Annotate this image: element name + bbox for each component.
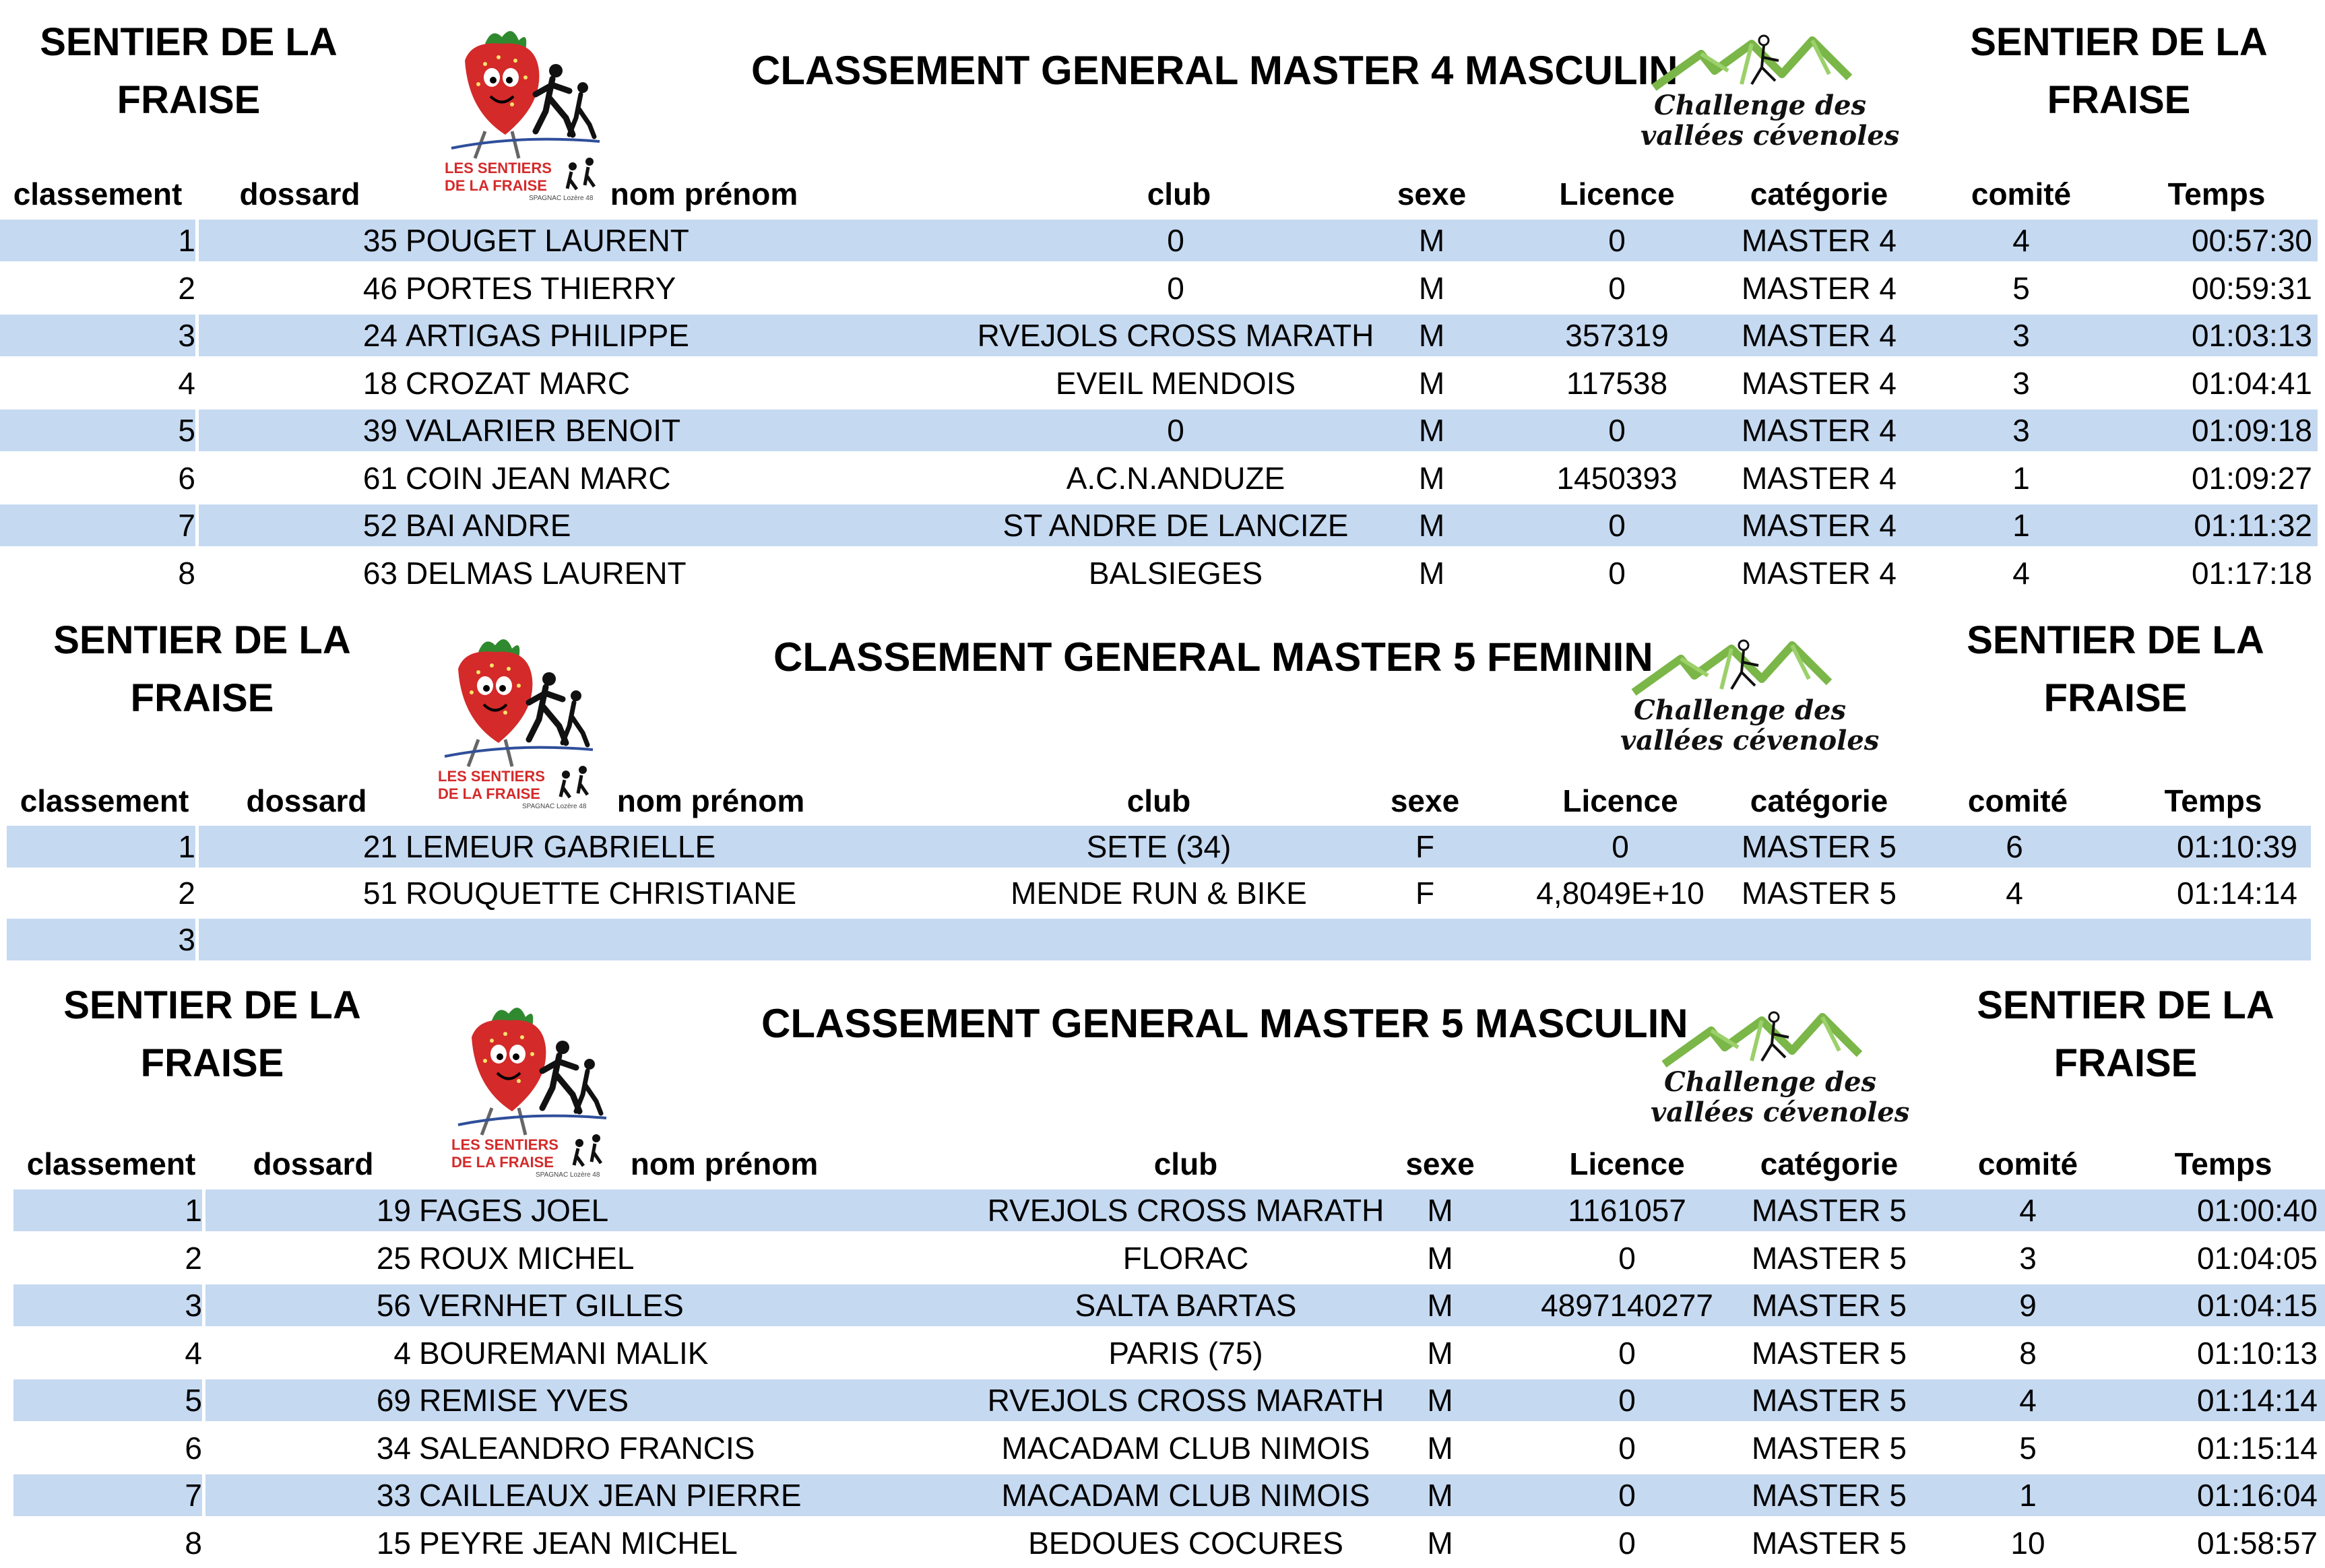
- row-sexe: M: [1418, 223, 1445, 258]
- table-row: [0, 1426, 2325, 1470]
- row-temps: 01:04:05: [2196, 1240, 2318, 1276]
- row-dossard: 51: [362, 876, 397, 911]
- row-nom-prenom: ROUX MICHEL: [419, 1240, 635, 1276]
- row-classement: 8: [178, 555, 195, 591]
- row-nom-prenom: CROZAT MARC: [406, 365, 631, 401]
- row-temps: 01:15:14: [2196, 1430, 2318, 1466]
- row-club: MACADAM CLUB NIMOIS: [1001, 1430, 1370, 1466]
- table-row: [0, 313, 2325, 358]
- col-dossard-header: dossard: [239, 176, 360, 211]
- row-classement: 3: [178, 922, 195, 957]
- table-row: [0, 1236, 2325, 1280]
- row-temps: 00:59:31: [2191, 270, 2312, 306]
- table-row: [0, 503, 2325, 548]
- row-licence: 0: [1608, 508, 1626, 543]
- table-header: [0, 779, 2325, 823]
- row-sexe: M: [1427, 1383, 1453, 1418]
- row-comite: 1: [2012, 508, 2030, 543]
- table-row: [0, 266, 2325, 311]
- row-categorie: MASTER 4: [1741, 508, 1897, 543]
- svg-text:vallées cévenoles: vallées cévenoles: [1641, 120, 1900, 152]
- row-nom-prenom: BAI ANDRE: [406, 508, 571, 543]
- svg-text:DE LA FRAISE: DE LA FRAISE: [438, 785, 540, 802]
- ranking-title: CLASSEMENT GENERAL MASTER 5 FEMININ: [773, 634, 1653, 680]
- col-comite-header: comité: [1977, 1146, 2078, 1181]
- col-classement-header: classement: [13, 176, 183, 211]
- col-nom-header: nom prénom: [630, 1146, 819, 1181]
- table-row: [0, 1521, 2325, 1565]
- row-sexe: M: [1427, 1288, 1453, 1323]
- row-comite: 3: [2019, 1240, 2037, 1276]
- row-classement: 7: [185, 1478, 202, 1513]
- col-licence-header: Licence: [1562, 783, 1678, 818]
- row-temps: 01:03:13: [2191, 318, 2312, 353]
- row-licence: 117538: [1566, 365, 1668, 401]
- row-temps: 01:17:18: [2191, 555, 2312, 591]
- row-comite: 4: [2019, 1383, 2037, 1418]
- row-classement: 5: [178, 413, 195, 448]
- col-classement-header: classement: [20, 783, 189, 818]
- row-classement: 2: [178, 876, 195, 911]
- table-header: [0, 1142, 2325, 1186]
- col-temps-header: Temps: [2174, 1146, 2272, 1181]
- row-nom-prenom: VERNHET GILLES: [419, 1288, 684, 1323]
- row-categorie: MASTER 5: [1751, 1288, 1907, 1323]
- row-categorie: MASTER 5: [1741, 876, 1897, 911]
- row-temps: 01:10:39: [2176, 829, 2297, 864]
- row-classement: 2: [185, 1240, 202, 1276]
- row-sexe: M: [1427, 1240, 1453, 1276]
- row-comite: 10: [2010, 1525, 2045, 1561]
- row-temps: 01:58:57: [2196, 1525, 2318, 1561]
- table-row: [0, 551, 2325, 595]
- row-club: PARIS (75): [1108, 1335, 1263, 1371]
- svg-text:Challenge des: Challenge des: [1664, 1066, 1877, 1098]
- row-nom-prenom: VALARIER BENOIT: [406, 413, 681, 448]
- row-sexe: M: [1418, 460, 1445, 496]
- svg-text:vallées cévenoles: vallées cévenoles: [1651, 1097, 1910, 1128]
- row-nom-prenom: POUGET LAURENT: [406, 223, 689, 258]
- row-sexe: M: [1427, 1478, 1453, 1513]
- table-row: [0, 218, 2325, 263]
- row-club: 0: [1167, 413, 1184, 448]
- row-club: BEDOUES COCURES: [1028, 1525, 1343, 1561]
- table-row: [0, 1473, 2325, 1517]
- row-licence: 4897140277: [1541, 1288, 1713, 1323]
- row-nom-prenom: COIN JEAN MARC: [406, 460, 671, 496]
- col-sexe-header: sexe: [1405, 1146, 1475, 1181]
- row-dossard: 15: [376, 1525, 411, 1561]
- row-licence: 0: [1618, 1478, 1636, 1513]
- row-licence: 4,8049E+10: [1536, 876, 1705, 911]
- col-club-header: club: [1126, 783, 1191, 818]
- row-classement: 3: [178, 318, 195, 353]
- row-categorie: MASTER 4: [1741, 223, 1897, 258]
- row-comite: 1: [2019, 1478, 2037, 1513]
- event-name-right: SENTIER DE LA FRAISE: [1967, 618, 2264, 720]
- row-comite: 4: [2006, 876, 2023, 911]
- row-categorie: MASTER 5: [1751, 1430, 1907, 1466]
- row-categorie: MASTER 4: [1741, 413, 1897, 448]
- row-club: 0: [1167, 223, 1184, 258]
- row-dossard: 39: [362, 413, 397, 448]
- row-sexe: M: [1418, 270, 1445, 306]
- row-dossard: 25: [376, 1240, 411, 1276]
- challenge-vallees-logo: [1637, 1000, 1920, 1135]
- row-nom-prenom: ARTIGAS PHILIPPE: [406, 318, 689, 353]
- row-nom-prenom: PEYRE JEAN MICHEL: [419, 1525, 738, 1561]
- row-temps: 01:10:13: [2196, 1335, 2318, 1371]
- col-nom-header: nom prénom: [616, 783, 805, 818]
- col-nom-header: nom prénom: [610, 176, 798, 211]
- table-row: [0, 871, 2325, 915]
- row-sexe: M: [1418, 555, 1445, 591]
- table-row: [0, 1378, 2325, 1423]
- event-name-left: SENTIER DE LA FRAISE: [63, 983, 361, 1085]
- row-nom-prenom: LEMEUR GABRIELLE: [406, 829, 716, 864]
- row-club: SETE (34): [1086, 829, 1232, 864]
- row-dossard: 34: [376, 1430, 411, 1466]
- event-name-left: SENTIER DE LA FRAISE: [40, 20, 338, 122]
- row-licence: 357319: [1565, 318, 1669, 353]
- row-temps: 01:14:14: [2196, 1383, 2318, 1418]
- row-nom-prenom: PORTES THIERRY: [406, 270, 676, 306]
- row-classement: 4: [178, 365, 195, 401]
- svg-text:LES SENTIERS: LES SENTIERS: [438, 768, 545, 785]
- row-comite: 4: [2012, 223, 2030, 258]
- row-classement: 7: [178, 508, 195, 543]
- table-header: [0, 172, 2325, 216]
- svg-text:vallées cévenoles: vallées cévenoles: [1620, 725, 1880, 756]
- col-comite-header: comité: [1967, 783, 2068, 818]
- row-temps: 01:04:15: [2196, 1288, 2318, 1323]
- row-classement: 4: [185, 1335, 202, 1371]
- row-classement: 1: [178, 829, 195, 864]
- row-sexe: F: [1415, 829, 1435, 864]
- row-temps: 01:09:27: [2191, 460, 2312, 496]
- row-licence: 0: [1618, 1525, 1636, 1561]
- col-categorie-header: catégorie: [1750, 783, 1888, 818]
- row-licence: 1450393: [1556, 460, 1678, 496]
- row-temps: 01:00:40: [2196, 1193, 2318, 1228]
- row-club: FLORAC: [1122, 1240, 1249, 1276]
- event-name-right: SENTIER DE LA FRAISE: [1977, 983, 2274, 1085]
- row-categorie: MASTER 5: [1751, 1335, 1907, 1371]
- row-temps: 00:57:30: [2191, 223, 2312, 258]
- row-nom-prenom: ROUQUETTE CHRISTIANE: [406, 876, 797, 911]
- row-classement: 6: [185, 1430, 202, 1466]
- row-categorie: MASTER 5: [1751, 1383, 1907, 1418]
- ranking-title: CLASSEMENT GENERAL MASTER 4 MASCULIN: [751, 48, 1678, 93]
- col-club-header: club: [1153, 1146, 1218, 1181]
- col-categorie-header: catégorie: [1760, 1146, 1899, 1181]
- row-categorie: MASTER 5: [1751, 1525, 1907, 1561]
- svg-text:DE LA FRAISE: DE LA FRAISE: [451, 1154, 554, 1171]
- row-dossard: 19: [376, 1193, 411, 1228]
- col-comite-header: comité: [1971, 176, 2072, 211]
- event-name-left: SENTIER DE LA FRAISE: [53, 618, 351, 720]
- col-sexe-header: sexe: [1397, 176, 1467, 211]
- row-club: A.C.N.ANDUZE: [1066, 460, 1285, 496]
- row-comite: 3: [2012, 365, 2030, 401]
- row-classement: 1: [185, 1193, 202, 1228]
- col-dossard-header: dossard: [253, 1146, 374, 1181]
- row-licence: 0: [1618, 1240, 1636, 1276]
- row-classement: 1: [178, 223, 195, 258]
- row-club: RVEJOLS CROSS MARATH: [977, 318, 1374, 353]
- row-categorie: MASTER 5: [1751, 1240, 1907, 1276]
- row-sexe: F: [1415, 876, 1435, 911]
- svg-text:DE LA FRAISE: DE LA FRAISE: [445, 177, 547, 194]
- col-dossard-header: dossard: [246, 783, 367, 818]
- row-club: RVEJOLS CROSS MARATH: [987, 1193, 1384, 1228]
- col-temps-header: Temps: [2167, 176, 2266, 211]
- row-dossard: 69: [376, 1383, 411, 1418]
- table-row: [0, 824, 2325, 869]
- row-dossard: 56: [376, 1288, 411, 1323]
- col-temps-header: Temps: [2164, 783, 2262, 818]
- svg-text:SPAGNAC Lozère 48: SPAGNAC Lozère 48: [522, 803, 587, 810]
- row-dossard: 63: [362, 555, 397, 591]
- row-dossard: 4: [393, 1335, 411, 1371]
- row-licence: 0: [1612, 829, 1629, 864]
- table-row: [0, 1331, 2325, 1375]
- row-club: RVEJOLS CROSS MARATH: [987, 1383, 1384, 1418]
- svg-text:LES SENTIERS: LES SENTIERS: [445, 160, 552, 176]
- row-licence: 0: [1608, 223, 1626, 258]
- row-temps: 01:04:41: [2191, 365, 2312, 401]
- row-sexe: M: [1418, 508, 1445, 543]
- row-categorie: MASTER 5: [1741, 829, 1897, 864]
- row-dossard: 46: [362, 270, 397, 306]
- row-temps: 01:16:04: [2196, 1478, 2318, 1513]
- row-club: 0: [1167, 270, 1184, 306]
- row-dossard: 52: [362, 508, 397, 543]
- row-licence: 0: [1608, 270, 1626, 306]
- table-row: [0, 1283, 2325, 1328]
- row-nom-prenom: REMISE YVES: [419, 1383, 629, 1418]
- row-comite: 4: [2012, 555, 2030, 591]
- row-club: MACADAM CLUB NIMOIS: [1001, 1478, 1370, 1513]
- row-dossard: 35: [362, 223, 397, 258]
- row-dossard: 61: [362, 460, 397, 496]
- row-categorie: MASTER 5: [1751, 1193, 1907, 1228]
- svg-text:Challenge des: Challenge des: [1634, 694, 1847, 726]
- row-categorie: MASTER 5: [1751, 1478, 1907, 1513]
- row-licence: 0: [1618, 1335, 1636, 1371]
- row-comite: 6: [2006, 829, 2023, 864]
- row-categorie: MASTER 4: [1741, 318, 1897, 353]
- challenge-vallees-logo: [1627, 24, 1910, 158]
- row-comite: 8: [2019, 1335, 2037, 1371]
- row-licence: 0: [1618, 1430, 1636, 1466]
- row-dossard: 21: [362, 829, 397, 864]
- row-classement: 3: [185, 1288, 202, 1323]
- row-categorie: MASTER 4: [1741, 365, 1897, 401]
- row-temps: 01:09:18: [2191, 413, 2312, 448]
- col-classement-header: classement: [26, 1146, 196, 1181]
- table-row: [0, 917, 2325, 962]
- row-comite: 5: [2012, 270, 2030, 306]
- col-categorie-header: catégorie: [1750, 176, 1888, 211]
- row-sexe: M: [1418, 365, 1445, 401]
- row-categorie: MASTER 4: [1741, 555, 1897, 591]
- col-sexe-header: sexe: [1390, 783, 1460, 818]
- row-club: MENDE RUN & BIKE: [1011, 876, 1307, 911]
- row-dossard: 24: [362, 318, 397, 353]
- svg-text:Challenge des: Challenge des: [1654, 90, 1867, 121]
- row-licence: 0: [1618, 1383, 1636, 1418]
- row-categorie: MASTER 4: [1741, 460, 1897, 496]
- row-comite: 1: [2012, 460, 2030, 496]
- ranking-title: CLASSEMENT GENERAL MASTER 5 MASCULIN: [761, 1001, 1688, 1046]
- row-licence: 0: [1608, 555, 1626, 591]
- row-temps: 01:14:14: [2176, 876, 2297, 911]
- svg-text:SPAGNAC Lozère 48: SPAGNAC Lozère 48: [529, 195, 594, 202]
- row-comite: 3: [2012, 413, 2030, 448]
- row-nom-prenom: BOUREMANI MALIK: [419, 1335, 709, 1371]
- row-club: ST ANDRE DE LANCIZE: [1002, 508, 1349, 543]
- row-licence: 1161057: [1568, 1193, 1686, 1228]
- event-name-right: SENTIER DE LA FRAISE: [1970, 20, 2268, 122]
- svg-text:SPAGNAC Lozère 48: SPAGNAC Lozère 48: [536, 1171, 600, 1179]
- table-row: [0, 361, 2325, 405]
- row-categorie: MASTER 4: [1741, 270, 1897, 306]
- row-nom-prenom: SALEANDRO FRANCIS: [419, 1430, 755, 1466]
- row-classement: 2: [178, 270, 195, 306]
- row-sexe: M: [1427, 1430, 1453, 1466]
- col-club-header: club: [1147, 176, 1211, 211]
- row-sexe: M: [1427, 1525, 1453, 1561]
- row-nom-prenom: FAGES JOEL: [419, 1193, 609, 1228]
- row-nom-prenom: DELMAS LAURENT: [406, 555, 687, 591]
- table-row: [0, 456, 2325, 500]
- row-classement: 6: [178, 460, 195, 496]
- col-licence-header: Licence: [1559, 176, 1675, 211]
- row-sexe: M: [1418, 413, 1445, 448]
- row-licence: 0: [1608, 413, 1626, 448]
- row-classement: 5: [185, 1383, 202, 1418]
- row-comite: 3: [2012, 318, 2030, 353]
- row-sexe: M: [1418, 318, 1445, 353]
- row-temps: 01:11:32: [2194, 508, 2312, 543]
- svg-text:LES SENTIERS: LES SENTIERS: [451, 1136, 559, 1153]
- col-licence-header: Licence: [1569, 1146, 1685, 1181]
- row-dossard: 18: [362, 365, 397, 401]
- row-sexe: M: [1427, 1335, 1453, 1371]
- row-club: BALSIEGES: [1088, 555, 1263, 591]
- row-classement: 8: [185, 1525, 202, 1561]
- row-dossard: 33: [376, 1478, 411, 1513]
- table-row: [0, 408, 2325, 453]
- row-comite: 9: [2019, 1288, 2037, 1323]
- row-sexe: M: [1427, 1193, 1453, 1228]
- row-comite: 4: [2019, 1193, 2037, 1228]
- row-comite: 5: [2019, 1430, 2037, 1466]
- row-club: EVEIL MENDOIS: [1055, 365, 1296, 401]
- table-row: [0, 1188, 2325, 1233]
- row-club: SALTA BARTAS: [1075, 1288, 1297, 1323]
- row-nom-prenom: CAILLEAUX JEAN PIERRE: [419, 1478, 802, 1513]
- challenge-vallees-logo: [1607, 628, 1890, 763]
